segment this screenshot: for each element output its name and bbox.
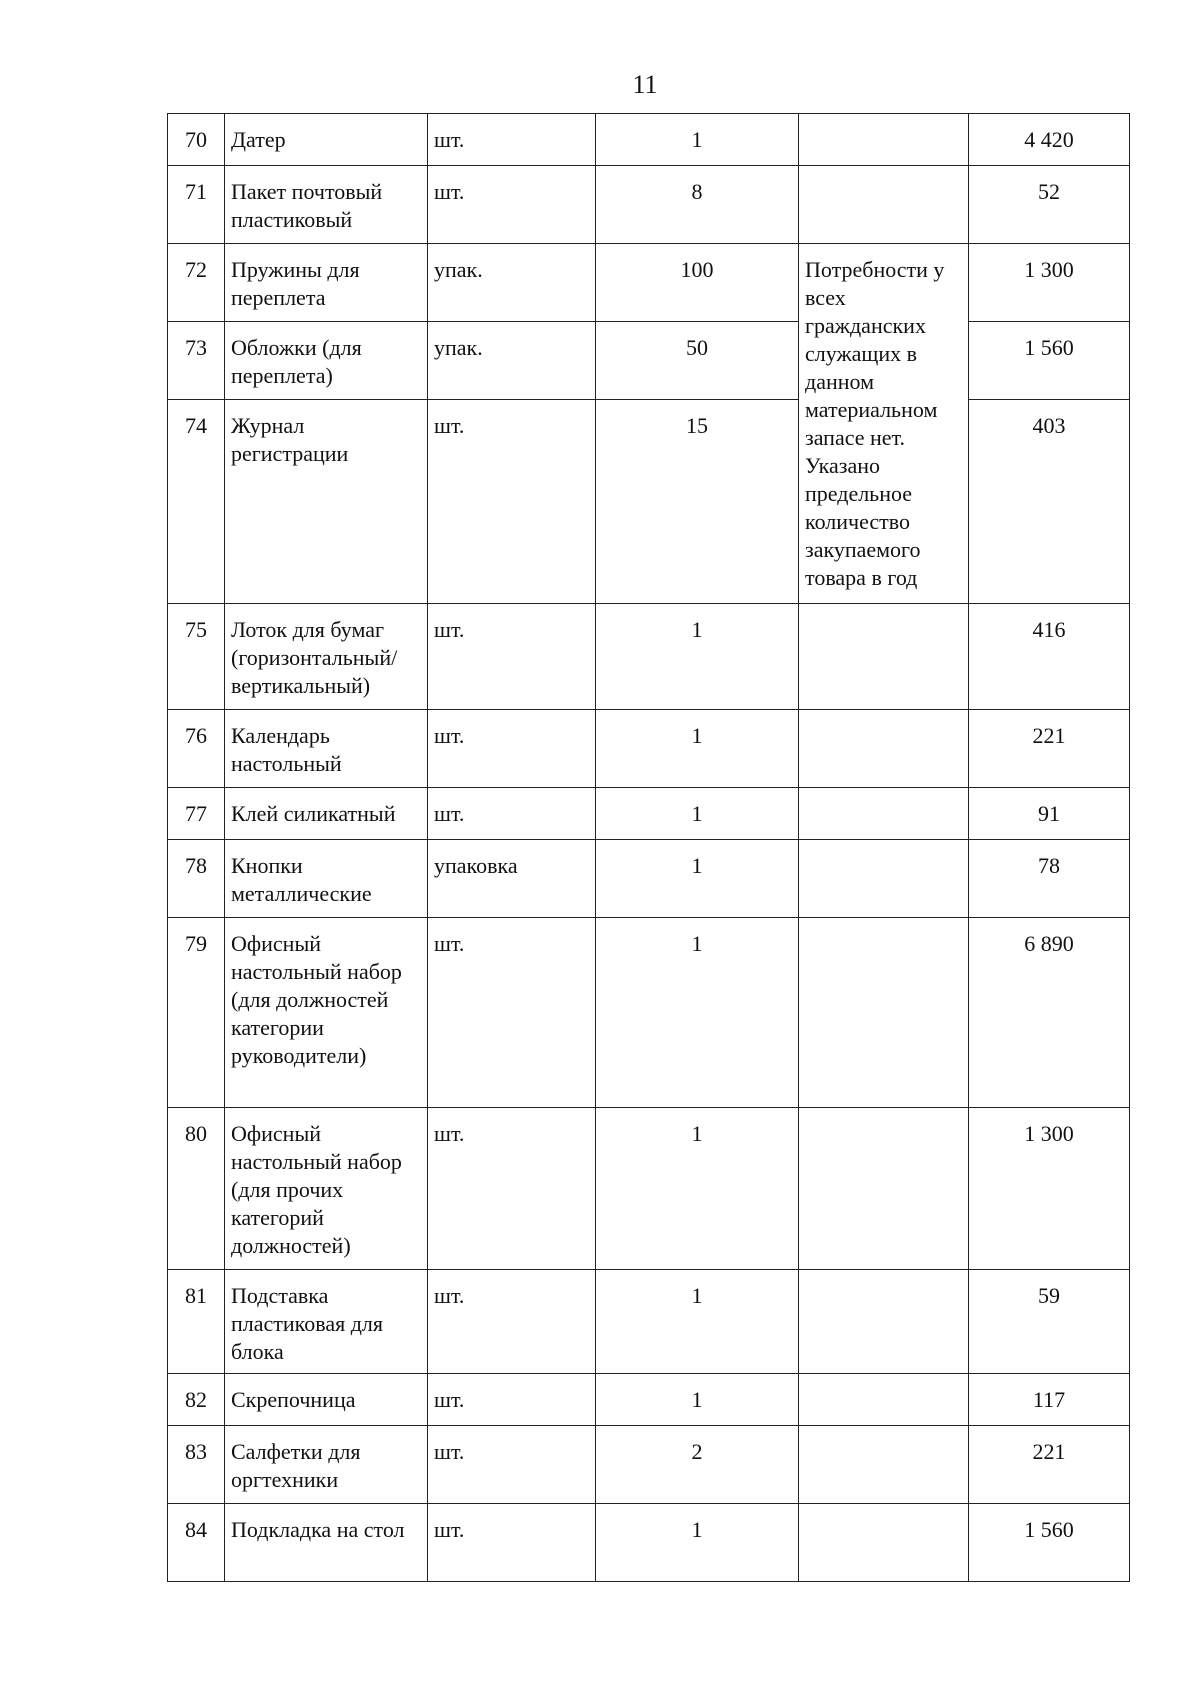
- price: 117: [969, 1374, 1130, 1426]
- unit: упак.: [428, 322, 596, 400]
- item-name: Лоток для бумаг (горизонтальный/ вертикальный): [225, 604, 428, 710]
- table-row: [168, 840, 1130, 918]
- price: 221: [969, 710, 1130, 788]
- row-number: 77: [168, 788, 225, 840]
- unit: упак.: [428, 244, 596, 322]
- price: 91: [969, 788, 1130, 840]
- note-empty: [799, 840, 969, 918]
- price: 52: [969, 166, 1130, 244]
- item-name: Обложки (для переплета): [225, 322, 428, 400]
- item-name: Пакет почтовый пластиковый: [225, 166, 428, 244]
- quantity: 1: [596, 918, 799, 1108]
- item-name: Журнал регистрации: [225, 400, 428, 604]
- quantity: 1: [596, 710, 799, 788]
- note-empty: [799, 1270, 969, 1374]
- price: 1 300: [969, 244, 1130, 322]
- table-row: [168, 1270, 1130, 1374]
- quantity: 1: [596, 604, 799, 710]
- note-empty: [799, 710, 969, 788]
- unit: шт.: [428, 114, 596, 166]
- table-row: [168, 114, 1130, 166]
- row-number: 70: [168, 114, 225, 166]
- quantity: 100: [596, 244, 799, 322]
- price: 403: [969, 400, 1130, 604]
- row-number: 76: [168, 710, 225, 788]
- price: 416: [969, 604, 1130, 710]
- unit: шт.: [428, 1426, 596, 1504]
- quantity: 1: [596, 114, 799, 166]
- item-name: Подставка пластиковая для блока: [225, 1270, 428, 1374]
- note-empty: [799, 1504, 969, 1582]
- note-empty: [799, 604, 969, 710]
- item-name: Офисный настольный набор (для прочих категорий должностей): [225, 1108, 428, 1270]
- table-row: [168, 1374, 1130, 1426]
- row-number: 83: [168, 1426, 225, 1504]
- row-number: 75: [168, 604, 225, 710]
- quantity: 8: [596, 166, 799, 244]
- price: 1 300: [969, 1108, 1130, 1270]
- price: 78: [969, 840, 1130, 918]
- row-number: 82: [168, 1374, 225, 1426]
- unit: шт.: [428, 1108, 596, 1270]
- item-name: Календарь настольный: [225, 710, 428, 788]
- note-empty: [799, 114, 969, 166]
- row-number: 73: [168, 322, 225, 400]
- unit: упаковка: [428, 840, 596, 918]
- price: 4 420: [969, 114, 1130, 166]
- note-empty: [799, 1108, 969, 1270]
- unit: шт.: [428, 1374, 596, 1426]
- quantity: 15: [596, 400, 799, 604]
- quantity: 1: [596, 788, 799, 840]
- unit: шт.: [428, 918, 596, 1108]
- item-name: Подкладка на стол: [225, 1504, 428, 1582]
- table-row: [168, 604, 1130, 710]
- table-row: [168, 244, 1130, 322]
- supplies-table: [167, 113, 1130, 1582]
- merged-note: Потребности у всех гражданских служащих в данном материальном запасе нет. Указано предельное количество закупаемого товара в год: [799, 244, 969, 604]
- table-row: [168, 1426, 1130, 1504]
- row-number: 80: [168, 1108, 225, 1270]
- quantity: 1: [596, 1374, 799, 1426]
- quantity: 50: [596, 322, 799, 400]
- item-name: Салфетки для оргтехники: [225, 1426, 428, 1504]
- table-row: [168, 1504, 1130, 1582]
- price: 1 560: [969, 322, 1130, 400]
- row-number: 72: [168, 244, 225, 322]
- unit: шт.: [428, 1504, 596, 1582]
- row-number: 71: [168, 166, 225, 244]
- note-empty: [799, 1374, 969, 1426]
- unit: шт.: [428, 400, 596, 604]
- row-number: 79: [168, 918, 225, 1108]
- item-name: Пружины для переплета: [225, 244, 428, 322]
- table-row: [168, 1108, 1130, 1270]
- unit: шт.: [428, 166, 596, 244]
- row-number: 74: [168, 400, 225, 604]
- table-row: [168, 400, 1130, 604]
- item-name: Датер: [225, 114, 428, 166]
- price: 221: [969, 1426, 1130, 1504]
- item-name: Клей силикатный: [225, 788, 428, 840]
- unit: шт.: [428, 1270, 596, 1374]
- quantity: 1: [596, 1108, 799, 1270]
- note-empty: [799, 918, 969, 1108]
- price: 1 560: [969, 1504, 1130, 1582]
- quantity: 2: [596, 1426, 799, 1504]
- table-row: [168, 788, 1130, 840]
- quantity: 1: [596, 1504, 799, 1582]
- quantity: 1: [596, 1270, 799, 1374]
- unit: шт.: [428, 710, 596, 788]
- price: 59: [969, 1270, 1130, 1374]
- row-number: 78: [168, 840, 225, 918]
- item-name: Кнопки металлические: [225, 840, 428, 918]
- note-empty: [799, 166, 969, 244]
- table-row: [168, 710, 1130, 788]
- price: 6 890: [969, 918, 1130, 1108]
- table-row: [168, 322, 1130, 400]
- page-number: 11: [632, 70, 658, 99]
- table-row: [168, 166, 1130, 244]
- note-empty: [799, 788, 969, 840]
- note-empty: [799, 1426, 969, 1504]
- row-number: 81: [168, 1270, 225, 1374]
- unit: шт.: [428, 788, 596, 840]
- quantity: 1: [596, 840, 799, 918]
- item-name: Офисный настольный набор (для должностей категории руководители): [225, 918, 428, 1108]
- unit: шт.: [428, 604, 596, 710]
- table-row: [168, 918, 1130, 1108]
- item-name: Скрепочница: [225, 1374, 428, 1426]
- row-number: 84: [168, 1504, 225, 1582]
